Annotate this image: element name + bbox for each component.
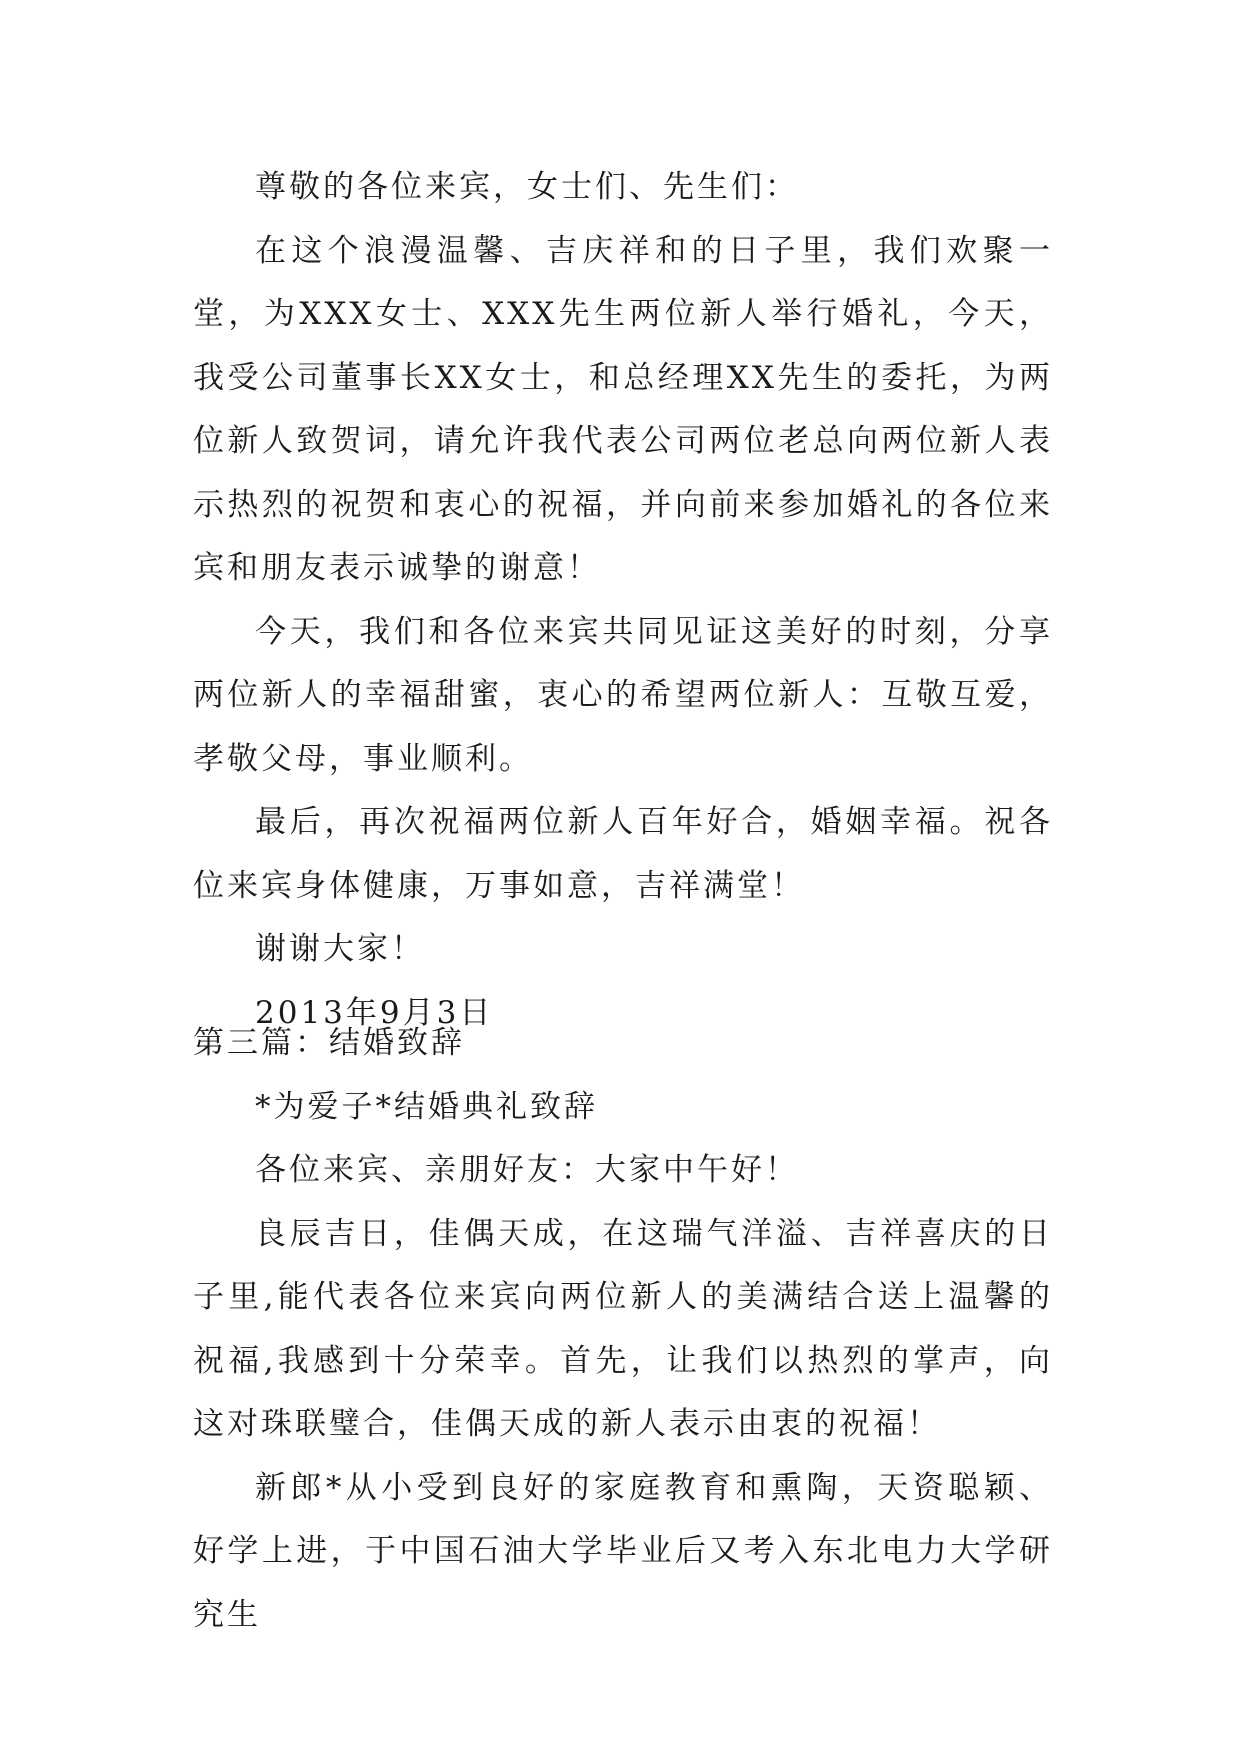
paragraph-witness: 今天，我们和各位来宾共同见证这美好的时刻，分享两位新人的幸福甜蜜，衷心的希望两位新人：互敬互爱，孝敬父母，事业顺利。 — [193, 613, 1053, 777]
section-three — [193, 1012, 1053, 1647]
letter-date: 2013年9月3日 — [255, 994, 494, 1031]
speech-title: *为爱子*结婚典礼致辞 — [255, 1088, 598, 1125]
salutation: 尊敬的各位来宾，女士们、先生们： — [255, 169, 799, 205]
speech-greeting: 各位来宾、亲朋好友：大家中午好！ — [255, 1152, 799, 1188]
closing-thanks: 谢谢大家！ — [255, 931, 425, 967]
paragraph-final-blessing: 最后，再次祝福两位新人百年好合，婚姻幸福。祝各位来宾身体健康，万事如意，吉祥满堂！ — [193, 804, 1053, 904]
paragraph-auspicious-day: 良辰吉日，佳偶天成，在这瑞气洋溢、吉祥喜庆的日子里,能代表各位来宾向两位新人的美满结合送上温馨的祝福,我感到十分荣幸。首先，让我们以热烈的掌声，向这对珠联璧合，佳偶天成的新人表示由衷的祝福！ — [193, 1215, 1053, 1442]
paragraph-wedding-intro: 在这个浪漫温馨、吉庆祥和的日子里，我们欢聚一堂，为XXX女士、XXX先生两位新人举行婚礼，今天，我受公司董事长XX女士，和总经理XX先生的委托，为两位新人致贺词，请允许我代表公司两位老总向两位新人表示热烈的祝贺和衷心的祝福，并向前来参加婚礼的各位来宾和朋友表示诚挚的谢意！ — [193, 232, 1053, 586]
section-heading: 第三篇：结婚致辞 — [193, 1025, 465, 1061]
letter-body — [193, 156, 1053, 1045]
paragraph-groom-intro: 新郎*从小受到良好的家庭教育和熏陶，天资聪颖、好学上进，于中国石油大学毕业后又考入东北电力大学研究生 — [193, 1469, 1053, 1633]
